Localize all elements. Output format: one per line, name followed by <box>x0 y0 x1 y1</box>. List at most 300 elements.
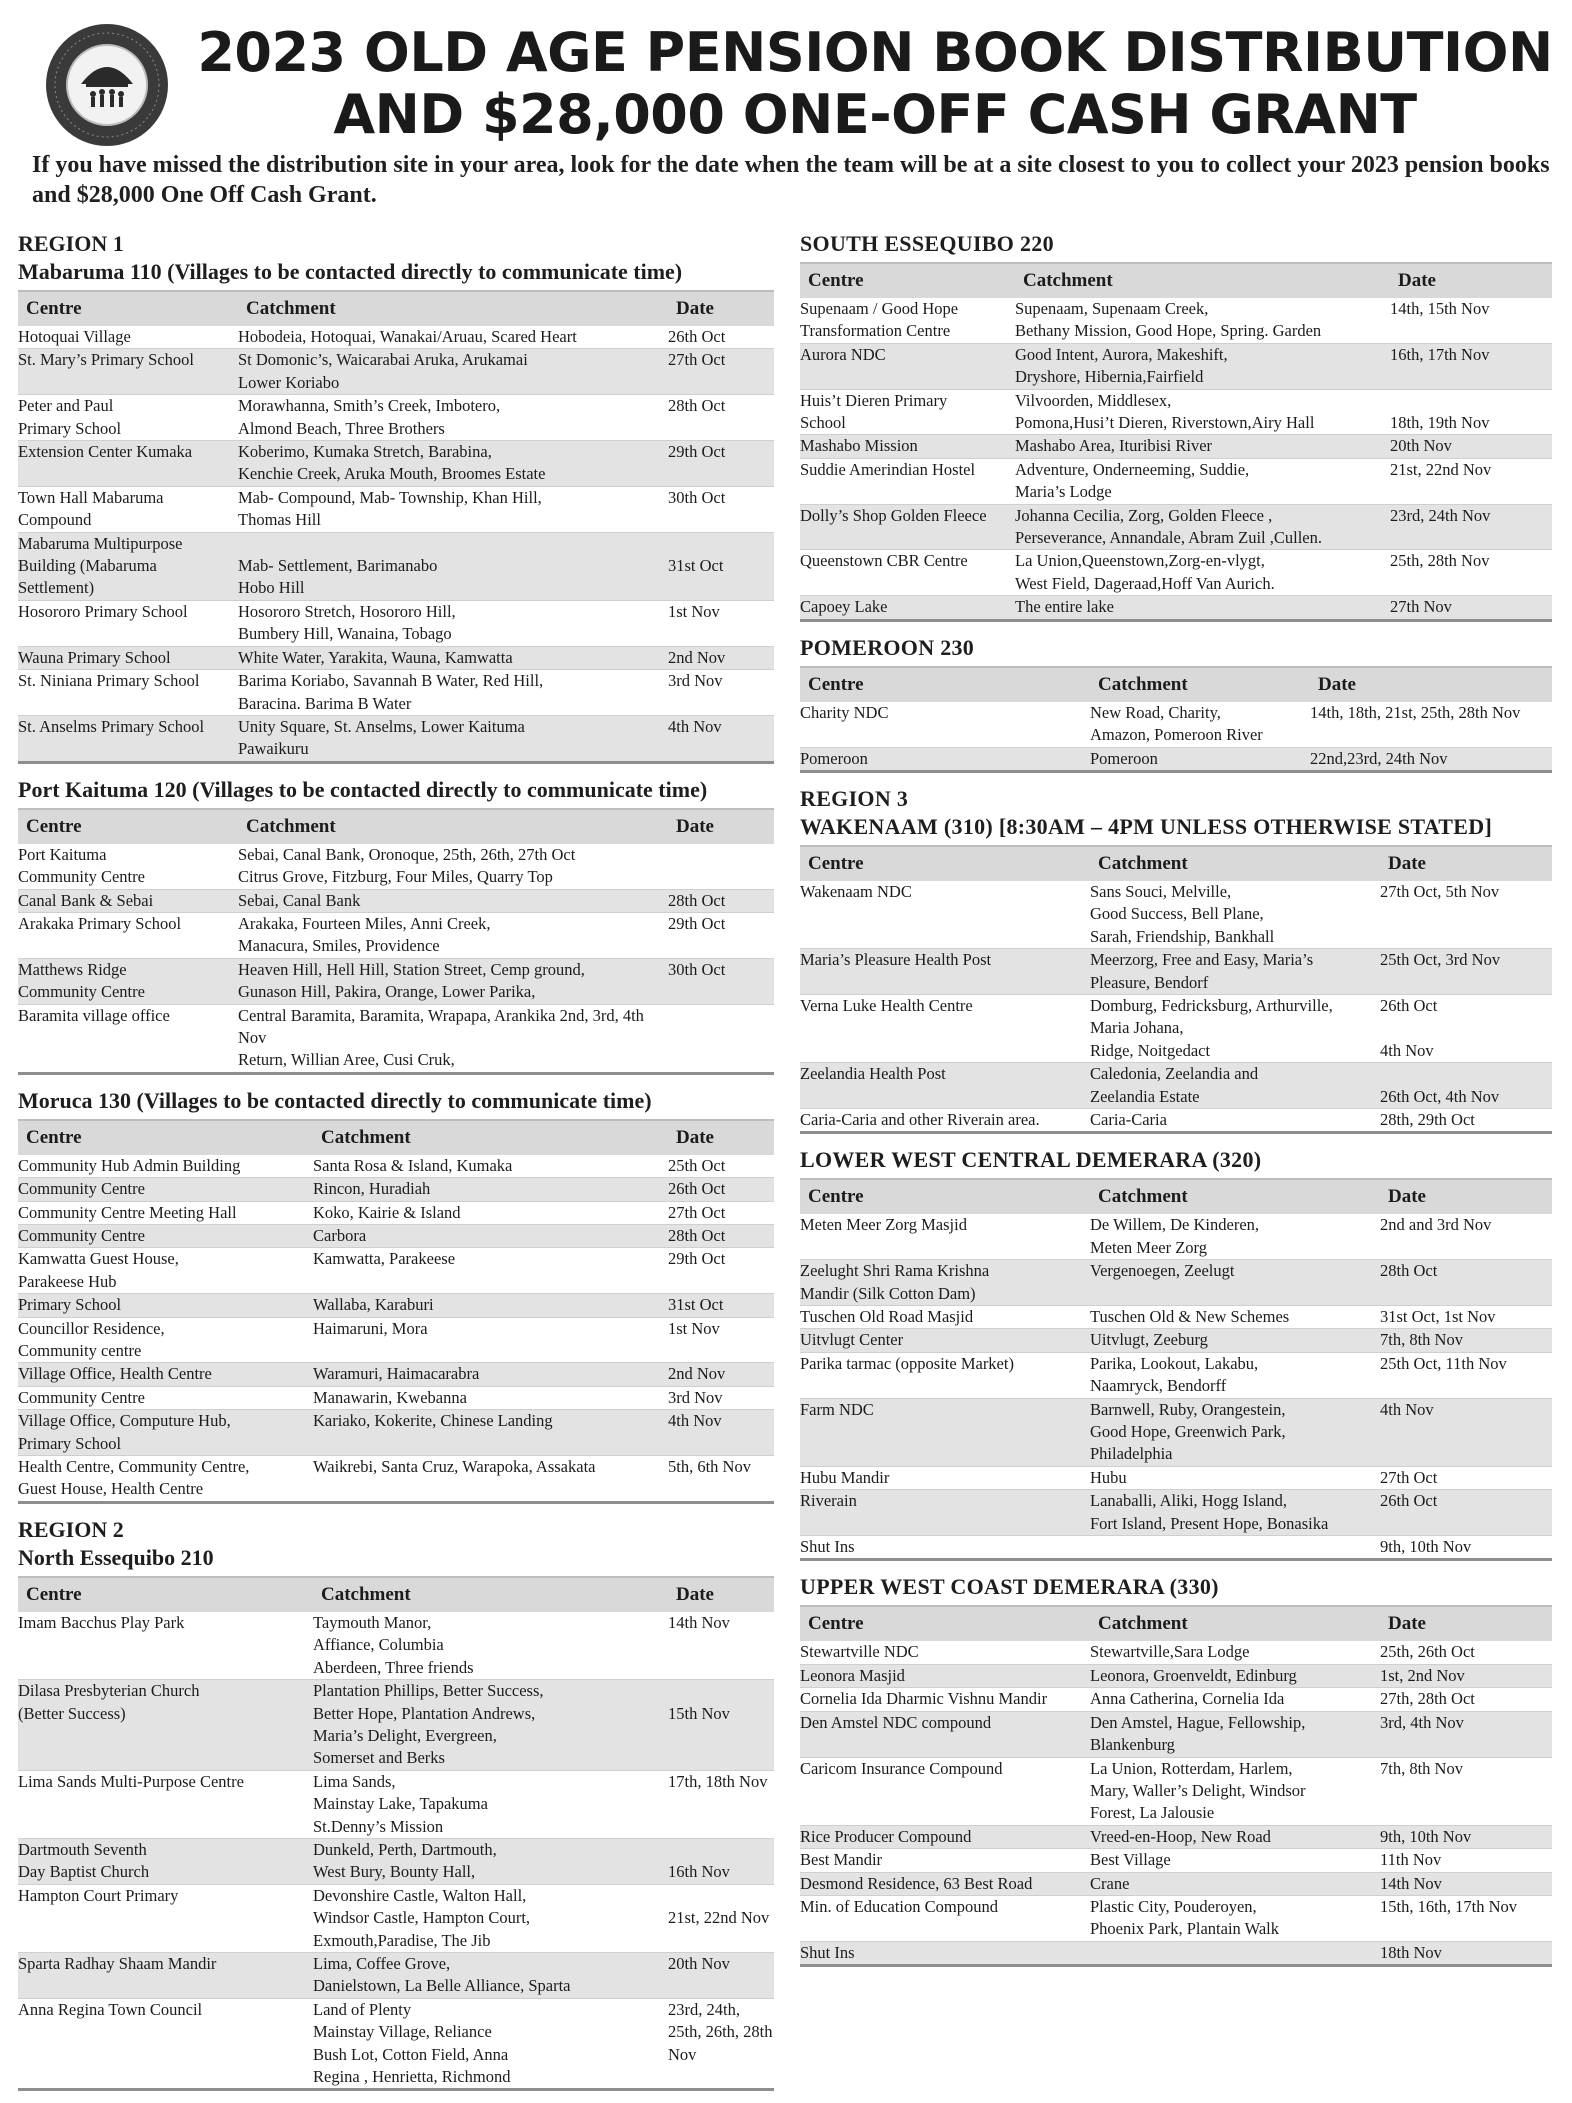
table-row <box>800 702 1552 747</box>
centre-cell: Parika tarmac (opposite Market) <box>800 1353 1014 1373</box>
date-cell: 30th Oct <box>668 487 726 507</box>
catchment-cell: Hobodeia, Hotoquai, Wanakai/Aruau, Scared Heart <box>238 327 577 346</box>
centre-cell: Dartmouth Seventh Day Baptist Church <box>18 1838 313 1884</box>
catchment-cell: Unity Square, St. Anselms, Lower Kaituma Pawaikuru <box>238 715 668 762</box>
catchment-cell: Land of Plenty Mainstay Village, Reliance Bush Lot, Cotton Field, Anna Regina , Henrietta, Richmond <box>313 1999 511 2086</box>
table-row <box>800 1872 1552 1895</box>
table-row <box>800 1329 1552 1352</box>
centre-cell: Huis’t Dieren Primary School <box>800 390 948 433</box>
table-row <box>800 1466 1552 1489</box>
catchment-cell: Best Village <box>1090 1850 1171 1870</box>
table-row <box>18 1225 774 1248</box>
centre-cell: Rice Producer Compound <box>800 1825 1090 1848</box>
centre-cell: Dilasa Presbyterian Church (Better Success) <box>18 1680 313 1771</box>
table-row <box>18 1294 774 1317</box>
date-cell: 31st Oct, 1st Nov <box>1380 1307 1496 1326</box>
catchment-cell: Good Intent, Aurora, Makeshift, Dryshore, Hibernia,Fairfield <box>1015 343 1390 389</box>
centre-cell: Port Kaituma Community Centre <box>18 844 145 887</box>
table-row <box>18 1612 774 1680</box>
catchment-cell: Arakaka, Fourteen Miles, Anni Creek, Manacura, Smiles, Providence <box>238 913 491 956</box>
ministry-logo <box>46 24 168 146</box>
date-cell: 26th Oct, 4th Nov <box>1380 1063 1552 1109</box>
date-cell <box>668 844 774 889</box>
col-header-date: Date <box>668 1577 774 1612</box>
date-cell: 14th, 15th Nov <box>1390 299 1490 318</box>
table-row <box>800 596 1552 620</box>
col-header-catchment: Catchment <box>1015 263 1390 298</box>
date-cell: 28th Oct <box>668 396 726 416</box>
date-cell: 2nd Nov <box>668 1363 774 1386</box>
date-cell: 27th Oct <box>668 1202 726 1222</box>
catchment-cell: Plantation Phillips, Better Success, Better Hope, Plantation Andrews, Maria’s Delight, Evergreen, Somerset and Berks <box>313 1680 668 1771</box>
catchment-cell: Sebai, Canal Bank <box>238 889 668 912</box>
catchment-cell: Lima Sands, Mainstay Lake, Tapakuma St.Denny’s Mission <box>313 1771 488 1836</box>
table-row <box>18 1884 774 1952</box>
region-3-heading: REGION 3 <box>800 785 909 811</box>
catchment-cell: Lima, Coffee Grove, Danielstown, La Belle Alliance, Sparta <box>313 1952 668 1998</box>
date-cell: 7th, 8th Nov <box>1380 1329 1552 1352</box>
catchment-cell: Vilvoorden, Middlesex, Pomona,Husi’t Dieren, Riverstown,Airy Hall <box>1015 390 1315 433</box>
catchment-cell: Wallaba, Karaburi <box>313 1294 668 1317</box>
table-row <box>18 395 774 441</box>
catchment-cell: Central Baramita, Baramita, Wrapapa, Arankika 2nd, 3rd, 4th Nov Return, Willian Aree, Cusi Cruk, <box>238 1005 644 1070</box>
left-column <box>18 230 774 2103</box>
port-kaituma-table <box>18 808 774 1075</box>
table-row <box>800 1664 1552 1687</box>
date-cell: 4th Nov <box>668 1410 774 1456</box>
catchment-cell: Caria-Caria <box>1090 1109 1167 1129</box>
catchment-cell: Plastic City, Pouderoyen, Phoenix Park, Plantain Walk <box>1090 1896 1280 1939</box>
centre-cell: Kamwatta Guest House, Parakeese Hub <box>18 1249 179 1291</box>
catchment-cell: Waikrebi, Santa Cruz, Warapoka, Assakata <box>313 1457 596 1477</box>
table-row <box>18 532 774 600</box>
date-cell: 27th Oct <box>1380 1467 1438 1487</box>
date-cell: 28th Oct <box>668 889 774 912</box>
catchment-cell: Parika, Lookout, Lakabu, Naamryck, Bendorff <box>1090 1353 1259 1396</box>
date-cell: 14th Nov <box>668 1612 730 1632</box>
date-cell: 27th Oct <box>668 349 774 395</box>
date-cell: 26th Oct <box>668 1178 774 1201</box>
table-row <box>18 600 774 646</box>
date-cell: 2nd and 3rd Nov <box>1380 1215 1492 1235</box>
centre-cell: Riverain <box>800 1490 1090 1536</box>
col-header-catchment: Catchment <box>238 809 668 844</box>
table-row <box>800 747 1552 771</box>
centre-cell: Capoey Lake <box>800 596 1015 620</box>
date-cell: 26th Oct <box>1380 1490 1552 1536</box>
centre-cell: Councillor Residence, Community centre <box>18 1318 165 1361</box>
catchment-cell: Stewartville,Sara Lodge <box>1090 1642 1250 1662</box>
centre-cell: Caria-Caria and other Riverain area. <box>800 1109 1040 1129</box>
date-cell: 22nd,23rd, 24th Nov <box>1310 747 1552 771</box>
centre-cell: Caricom Insurance Compound <box>800 1758 1003 1778</box>
centre-cell: Cornelia Ida Dharmic Vishnu Mandir <box>800 1689 1048 1709</box>
region-2-heading: REGION 2 <box>18 1516 124 1542</box>
table-row <box>800 1352 1552 1398</box>
centre-cell: Maria’s Pleasure Health Post <box>800 949 1090 995</box>
uwcd-heading: UPPER WEST COAST DEMERARA (330) <box>800 1574 1219 1600</box>
catchment-cell: Mab- Settlement, Barimanabo Hobo Hill <box>238 532 668 600</box>
moruca-heading: Moruca 130 (Villages to be contacted directly to communicate time) <box>18 1087 652 1113</box>
centre-cell: Matthews Ridge Community Centre <box>18 958 238 1004</box>
col-header-catchment: Catchment <box>1090 1606 1380 1641</box>
catchment-cell: Waramuri, Haimacarabra <box>313 1363 668 1386</box>
catchment-cell: Anna Catherina, Cornelia Ida <box>1090 1689 1285 1709</box>
centre-cell: Village Office, Health Centre <box>18 1363 313 1386</box>
centre-cell: Hubu Mandir <box>800 1467 890 1487</box>
table-row <box>18 1386 774 1409</box>
catchment-cell: La Union, Rotterdam, Harlem, Mary, Waller’s Delight, Windsor Forest, La Jalousie <box>1090 1758 1306 1823</box>
date-cell: 30th Oct <box>668 958 774 1004</box>
centre-cell: Peter and Paul Primary School <box>18 396 122 438</box>
mabaruma-heading: Mabaruma 110 (Villages to be contacted directly to communicate time) <box>18 259 683 284</box>
catchment-cell: Koberimo, Kumaka Stretch, Barabina, Kenchie Creek, Aruka Mouth, Broomes Estate <box>238 441 668 487</box>
catchment-cell: Sans Souci, Melville, Good Success, Bell Plane, Sarah, Friendship, Bankhall <box>1090 881 1275 946</box>
table-row <box>800 343 1552 389</box>
date-cell: 3rd Nov <box>668 671 723 691</box>
table-row <box>800 1711 1552 1757</box>
col-header-catchment: Catchment <box>238 291 668 326</box>
table-row <box>800 949 1552 995</box>
table-row <box>18 1201 774 1224</box>
date-cell: 9th, 10th Nov <box>1380 1825 1552 1848</box>
table-row <box>18 1998 774 2090</box>
table-row <box>800 435 1552 458</box>
catchment-cell: Morawhanna, Smith’s Creek, Imbotero, Almond Beach, Three Brothers <box>238 396 501 438</box>
centre-cell: Village Office, Computure Hub, Primary School <box>18 1410 313 1456</box>
date-cell: 25th, 26th Oct <box>1380 1642 1475 1662</box>
centre-cell: Community Centre <box>18 1225 313 1248</box>
table-row <box>18 1155 774 1178</box>
mabaruma-table <box>18 290 774 764</box>
col-header-centre: Centre <box>800 667 1090 702</box>
centre-cell: Sparta Radhay Shaam Mandir <box>18 1952 313 1998</box>
pomeroon-table <box>800 666 1552 773</box>
right-column <box>800 230 1552 1979</box>
date-cell: 5th, 6th Nov <box>668 1457 751 1477</box>
col-header-centre: Centre <box>800 1606 1090 1641</box>
centre-cell: Uitvlugt Center <box>800 1329 1090 1352</box>
pomeroon-heading: POMEROON 230 <box>800 634 975 660</box>
col-header-date: Date <box>1390 263 1552 298</box>
date-cell: 23rd, 24th Nov <box>1390 504 1552 550</box>
centre-cell: Wauna Primary School <box>18 646 238 669</box>
centre-cell: Arakaka Primary School <box>18 913 182 933</box>
centre-cell: Hosororo Primary School <box>18 601 188 621</box>
centre-cell: St. Anselms Primary School <box>18 715 238 762</box>
table-row <box>18 844 774 889</box>
col-header-date: Date <box>668 291 774 326</box>
catchment-cell: Vergenoegen, Zeelugt <box>1090 1260 1380 1306</box>
centre-cell: Dolly’s Shop Golden Fleece <box>800 504 1015 550</box>
date-cell: 3rd, 4th Nov <box>1380 1711 1552 1757</box>
centre-cell: Community Centre Meeting Hall <box>18 1202 237 1222</box>
catchment-cell: Barnwell, Ruby, Orangestein, Good Hope, Greenwich Park, Philadelphia <box>1090 1398 1380 1466</box>
table-row <box>800 458 1552 504</box>
table-row <box>18 670 774 716</box>
date-cell: 3rd Nov <box>668 1387 723 1407</box>
col-header-centre: Centre <box>18 809 238 844</box>
date-cell: 28th, 29th Oct <box>1380 1109 1475 1129</box>
table-row <box>800 1757 1552 1825</box>
catchment-cell: Mashabo Area, Ituribisi River <box>1015 435 1390 458</box>
moruca-table <box>18 1119 774 1504</box>
col-header-date: Date <box>668 1120 774 1155</box>
date-cell: 7th, 8th Nov <box>1380 1758 1463 1778</box>
table-row <box>800 1941 1552 1965</box>
date-cell: 29th Oct <box>668 913 726 933</box>
col-header-centre: Centre <box>800 1179 1090 1214</box>
date-cell: 20th Nov <box>668 1952 774 1998</box>
table-row <box>800 1641 1552 1664</box>
date-cell: 25th Oct, 3rd Nov <box>1380 949 1552 995</box>
col-header-centre: Centre <box>800 263 1015 298</box>
catchment-cell: Adventure, Onderneeming, Suddie, Maria’s Lodge <box>1015 459 1250 502</box>
table-row <box>800 550 1552 596</box>
catchment-cell: Pomeroon <box>1090 747 1310 771</box>
table-row <box>800 994 1552 1062</box>
date-cell: 4th Nov <box>668 715 774 762</box>
table-row <box>800 1260 1552 1306</box>
catchment-cell: Kariako, Kokerite, Chinese Landing <box>313 1410 668 1456</box>
date-cell: 11th Nov <box>1380 1850 1442 1870</box>
col-header-date: Date <box>1380 1179 1552 1214</box>
catchment-cell: Taymouth Manor, Affiance, Columbia Aberdeen, Three friends <box>313 1612 474 1677</box>
catchment-cell: Domburg, Fedricksburg, Arthurville, Maria Johana, Ridge, Noitgedact <box>1090 995 1333 1060</box>
col-header-catchment: Catchment <box>313 1120 668 1155</box>
catchment-cell: Manawarin, Kwebanna <box>313 1387 467 1407</box>
centre-cell: Imam Bacchus Play Park <box>18 1612 185 1632</box>
centre-cell: Mashabo Mission <box>800 435 1015 458</box>
centre-cell: Charity NDC <box>800 702 889 722</box>
centre-cell: Meten Meer Zorg Masjid <box>800 1215 967 1235</box>
table-row <box>18 912 774 958</box>
catchment-cell: Sebai, Canal Bank, Oronoque, 25th, 26th, 27th Oct Citrus Grove, Fitzburg, Four Miles, Quarry Top <box>238 844 576 887</box>
centre-cell: St. Mary’s Primary School <box>18 349 238 395</box>
port-kaituma-heading: Port Kaituma 120 (Villages to be contacted directly to communicate time) <box>18 776 708 802</box>
col-header-catchment: Catchment <box>1090 667 1310 702</box>
centre-cell: Leonora Masjid <box>800 1664 1090 1687</box>
col-header-date: Date <box>1310 667 1552 702</box>
centre-cell: Extension Center Kumaka <box>18 441 238 487</box>
north-essequibo-table <box>18 1576 774 2092</box>
date-cell: 17th, 18th Nov <box>668 1771 768 1791</box>
date-cell: 1st Nov <box>668 601 720 621</box>
catchment-cell: Barima Koriabo, Savannah B Water, Red Hill, Baracina. Barima B Water <box>238 671 544 713</box>
table-row <box>18 1770 774 1838</box>
date-cell <box>668 1004 774 1073</box>
table-row <box>18 1178 774 1201</box>
centre-cell: Desmond Residence, 63 Best Road <box>800 1872 1090 1895</box>
date-cell: 29th Oct <box>668 1249 726 1269</box>
date-cell: 25th Oct <box>668 1155 726 1175</box>
centre-cell: Anna Regina Town Council <box>18 1999 203 2019</box>
table-row <box>800 389 1552 435</box>
table-row <box>18 1680 774 1771</box>
centre-cell: Hotoquai Village <box>18 327 131 346</box>
table-row <box>18 349 774 395</box>
table-row <box>800 1398 1552 1466</box>
catchment-cell: Crane <box>1090 1872 1380 1895</box>
table-row <box>18 958 774 1004</box>
table-row <box>800 1490 1552 1536</box>
centre-cell: Wakenaam NDC <box>800 881 912 901</box>
date-cell: 27th, 28th Oct <box>1380 1689 1475 1709</box>
lwcd-table <box>800 1178 1552 1561</box>
catchment-cell: Dunkeld, Perth, Dartmouth, West Bury, Bounty Hall, <box>313 1838 668 1884</box>
table-row <box>800 1849 1552 1872</box>
table-row <box>800 1063 1552 1109</box>
catchment-cell: Kamwatta, Parakeese <box>313 1249 456 1269</box>
centre-cell: Canal Bank & Sebai <box>18 889 238 912</box>
title-line-1: 2023 OLD AGE PENSION BOOK DISTRIBUTION <box>197 21 1553 84</box>
col-header-centre: Centre <box>800 846 1090 881</box>
col-header-date: Date <box>1380 1606 1552 1641</box>
date-cell: 28th Oct <box>1380 1260 1552 1306</box>
uwcd-table <box>800 1605 1552 1967</box>
catchment-cell: Meerzorg, Free and Easy, Maria’s Pleasure, Bendorf <box>1090 949 1380 995</box>
catchment-cell: The entire lake <box>1015 596 1390 620</box>
table-row <box>800 504 1552 550</box>
table-row <box>800 1214 1552 1259</box>
centre-cell: Community Centre <box>18 1387 145 1407</box>
date-cell: 20th Nov <box>1390 435 1552 458</box>
date-cell: 16th Nov <box>668 1838 774 1884</box>
centre-cell: Town Hall Mabaruma Compound <box>18 487 164 530</box>
col-header-centre: Centre <box>18 1120 313 1155</box>
ministry-seal-icon <box>46 24 168 146</box>
catchment-cell: De Willem, De Kinderen, Meten Meer Zorg <box>1090 1215 1260 1257</box>
date-cell: 1st Nov <box>668 1318 720 1338</box>
table-row <box>800 1825 1552 1848</box>
table-row <box>18 889 774 912</box>
centre-cell: Zeelught Shri Rama Krishna Mandir (Silk Cotton Dam) <box>800 1260 1090 1306</box>
date-cell: 14th, 18th, 21st, 25th, 28th Nov <box>1310 702 1521 722</box>
catchment-cell: Johanna Cecilia, Zorg, Golden Fleece , Perseverance, Annandale, Abram Zuil ,Cullen. <box>1015 504 1390 550</box>
title-line-2: AND $28,000 ONE-OFF CASH GRANT <box>333 83 1417 146</box>
centre-cell: Suddie Amerindian Hostel <box>800 459 976 479</box>
page-title <box>190 22 1560 146</box>
date-cell: 15th Nov <box>668 1680 774 1771</box>
catchment-cell: Mab- Compound, Mab- Township, Khan Hill, Thomas Hill <box>238 487 542 530</box>
catchment-cell: Hubu <box>1090 1467 1127 1487</box>
wakenaam-table <box>800 845 1552 1134</box>
table-row <box>18 1248 774 1294</box>
catchment-cell: Tuschen Old & New Schemes <box>1090 1307 1290 1326</box>
north-essequibo-heading: North Essequibo 210 <box>18 1544 214 1570</box>
table-row <box>18 1952 774 1998</box>
date-cell: 2nd Nov <box>668 646 774 669</box>
centre-cell: Pomeroon <box>800 747 1090 771</box>
table-row <box>18 1004 774 1073</box>
col-header-centre: Centre <box>18 1577 313 1612</box>
intro-text: If you have missed the distribution site in your area, look for the date when the team will be at a site closest to you to collect your 2023 pension books and $28,000 One Off Cash Grant. <box>32 152 1550 208</box>
date-cell: 28th Oct <box>668 1225 774 1248</box>
col-header-catchment: Catchment <box>1090 846 1380 881</box>
catchment-cell: Heaven Hill, Hell Hill, Station Street, Cemp ground, Gunason Hill, Pakira, Orange, Lower Parika, <box>238 958 668 1004</box>
region-1-heading: REGION 1 <box>18 231 124 256</box>
table-row <box>18 1317 774 1363</box>
table-row <box>800 881 1552 949</box>
date-cell: 27th Nov <box>1390 596 1552 620</box>
date-cell: 27th Oct, 5th Nov <box>1380 881 1500 901</box>
catchment-cell: Koko, Kairie & Island <box>313 1202 461 1222</box>
date-cell: 18th, 19th Nov <box>1390 413 1490 433</box>
catchment-cell: Haimaruni, Mora <box>313 1318 428 1338</box>
catchment-cell: Santa Rosa & Island, Kumaka <box>313 1155 513 1175</box>
centre-cell: Aurora NDC <box>800 343 1015 389</box>
date-cell: 9th, 10th Nov <box>1380 1537 1472 1557</box>
centre-cell: Supenaam / Good Hope Transformation Centre <box>800 299 959 341</box>
table-row <box>18 326 774 349</box>
south-essequibo-table <box>800 262 1552 622</box>
table-row <box>18 1838 774 1884</box>
centre-cell: Queenstown CBR Centre <box>800 551 968 571</box>
centre-cell: Best Mandir <box>800 1850 883 1870</box>
table-row <box>18 646 774 669</box>
date-cell: 4th Nov <box>1380 1398 1552 1466</box>
centre-cell: Verna Luke Health Centre <box>800 995 973 1015</box>
date-cell: 14th Nov <box>1380 1872 1552 1895</box>
catchment-cell: Hosororo Stretch, Hosororo Hill, Bumbery Hill, Wanaina, Tobago <box>238 601 456 644</box>
centre-cell: Zeelandia Health Post <box>800 1063 1090 1109</box>
catchment-cell <box>1090 1536 1380 1560</box>
catchment-cell: Carbora <box>313 1225 668 1248</box>
centre-cell: Community Centre <box>18 1178 313 1201</box>
centre-cell: Mabaruma Multipurpose Building (Mabaruma Settlement) <box>18 532 238 600</box>
centre-cell: Community Hub Admin Building <box>18 1155 241 1175</box>
catchment-cell: White Water, Yarakita, Wauna, Kamwatta <box>238 646 668 669</box>
catchment-cell: Lanaballi, Aliki, Hogg Island, Fort Island, Present Hope, Bonasika <box>1090 1490 1380 1536</box>
table-row <box>18 1363 774 1386</box>
catchment-cell: La Union,Queenstown,Zorg-en-vlygt, West Field, Dageraad,Hoff Van Aurich. <box>1015 551 1275 593</box>
date-cell: 25th, 28th Nov <box>1390 551 1490 571</box>
table-row <box>800 298 1552 343</box>
centre-cell: Tuschen Old Road Masjid <box>800 1307 974 1326</box>
centre-cell: Health Centre, Community Centre, Guest House, Health Centre <box>18 1457 250 1499</box>
date-cell: 1st, 2nd Nov <box>1380 1664 1552 1687</box>
table-row <box>18 486 774 532</box>
col-header-date: Date <box>668 809 774 844</box>
table-row <box>18 441 774 487</box>
centre-cell: St. Niniana Primary School <box>18 671 200 691</box>
centre-cell: Min. of Education Compound <box>800 1896 998 1916</box>
date-cell: 16th, 17th Nov <box>1390 343 1552 389</box>
catchment-cell <box>1090 1941 1380 1965</box>
col-header-catchment: Catchment <box>1090 1179 1380 1214</box>
date-cell: 21st, 22nd Nov <box>668 1908 770 1928</box>
catchment-cell: Uitvlugt, Zeeburg <box>1090 1329 1380 1352</box>
date-cell: 15th, 16th, 17th Nov <box>1380 1896 1518 1916</box>
table-row <box>18 715 774 762</box>
col-header-date: Date <box>1380 846 1552 881</box>
centre-cell: Shut Ins <box>800 1941 1090 1965</box>
centre-cell: Hampton Court Primary <box>18 1885 179 1905</box>
catchment-cell: Rincon, Huradiah <box>313 1178 668 1201</box>
table-row <box>800 1306 1552 1329</box>
catchment-cell: New Road, Charity, Amazon, Pomeroon River <box>1090 702 1263 745</box>
col-header-catchment: Catchment <box>313 1577 668 1612</box>
lwcd-heading: LOWER WEST CENTRAL DEMERARA (320) <box>800 1147 1262 1173</box>
catchment-cell: Caledonia, Zeelandia and Zeelandia Estate <box>1090 1063 1380 1109</box>
table-row <box>18 1410 774 1456</box>
catchment-cell: Devonshire Castle, Walton Hall, Windsor Castle, Hampton Court, Exmouth,Paradise, The Jib <box>313 1885 531 1950</box>
table-row <box>800 1895 1552 1941</box>
catchment-cell: Supenaam, Supenaam Creek, Bethany Mission, Good Hope, Spring. Garden <box>1015 299 1322 341</box>
catchment-cell: Leonora, Groenveldt, Edinburg <box>1090 1664 1380 1687</box>
date-cell: 31st Oct <box>668 532 774 600</box>
centre-cell: Farm NDC <box>800 1398 1090 1466</box>
